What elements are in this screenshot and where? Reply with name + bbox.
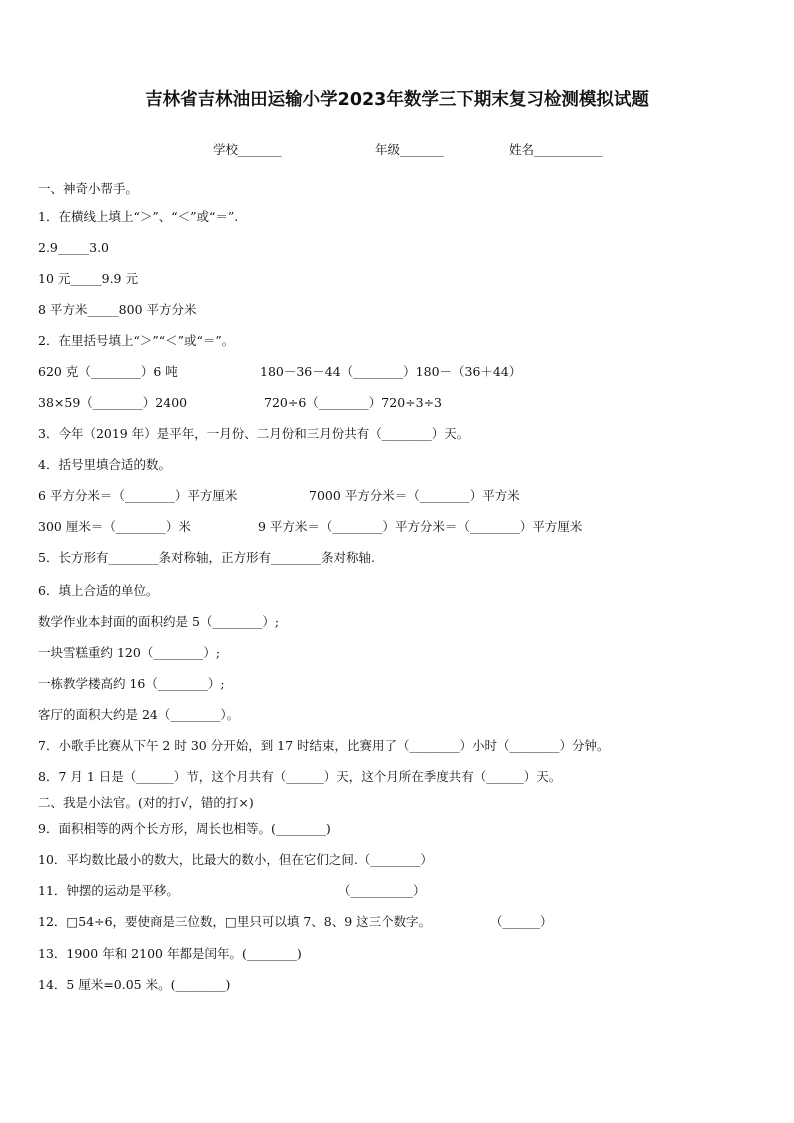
page-title: 吉林省吉林油田运输小学2023年数学三下期末复习检测模拟试题 [145,90,649,110]
question-2-item-b1: 38×59（________）2400 [38,395,188,410]
question-7: 7．小歌手比赛从下午 2 时 30 分开始，到 17 时结束，比赛用了（________）小时（________）分钟。 [38,738,610,753]
question-6-item-d: 客厅的面积大约是 24（________）。 [38,707,240,722]
question-1-item-b: 10 元_____9.9 元 [38,271,138,286]
question-4-item-a1: 6 平方分米＝（________）平方厘米 [38,488,238,503]
question-11-answer: （__________） [338,883,426,898]
question-2-item-a1: 620 克（________）6 吨 [38,364,178,379]
question-14: 14．5 厘米=0.05 米。(________) [38,977,231,992]
question-12-answer: （______） [490,914,553,929]
question-4-item-b1: 300 厘米＝（________）米 [38,519,191,534]
question-11: 11．钟摆的运动是平移。 [38,883,179,898]
grade-field: 年级_______ [375,142,444,157]
question-6-item-b: 一块雪糕重约 120（________）; [38,645,221,660]
question-6-item-a: 数学作业本封面的面积约是 5（________）; [38,614,280,629]
question-2-item-b2: 720÷6（________）720÷3÷3 [264,395,442,410]
question-4: 4．括号里填合适的数。 [38,457,171,472]
question-4-item-b2: 9 平方米＝（________）平方分米＝（________）平方厘米 [258,519,583,534]
school-field: 学校_______ [213,142,282,157]
question-5: 5．长方形有________条对称轴，正方形有________条对称轴. [38,550,375,565]
question-4-item-a2: 7000 平方分米＝（________）平方米 [309,488,520,503]
name-field: 姓名___________ [509,142,603,157]
question-8: 8．7 月 1 日是（______）节，这个月共有（______）天，这个月所在季度共有（______）天。 [38,769,562,784]
question-10: 10．平均数比最小的数大，比最大的数小，但在它们之间.（________） [38,852,433,867]
question-1-item-c: 8 平方米_____800 平方分米 [38,302,197,317]
question-13: 13．1900 年和 2100 年都是闰年。(________) [38,946,302,961]
question-9: 9．面积相等的两个长方形，周长也相等。(________) [38,821,331,836]
question-6: 6．填上合适的单位。 [38,583,159,598]
question-3: 3．今年（2019 年）是平年，一月份、二月份和三月份共有（________）天。 [38,426,470,441]
question-12: 12．□54÷6，要使商是三位数，□里只可以填 7、8、9 这三个数字。 [38,914,432,929]
question-2-item-a2: 180－36－44（________）180－（36＋44） [260,364,522,379]
section-1-heading: 一、神奇小帮手。 [38,181,139,196]
question-1: 1．在横线上填上“＞”、“＜”或“＝”. [38,209,239,224]
question-6-item-c: 一栋教学楼高约 16（________）; [38,676,225,691]
question-2: 2．在里括号填上“＞”“＜”或“＝”。 [38,333,235,348]
question-1-item-a: 2.9_____3.0 [38,240,110,255]
section-2-heading: 二、我是小法官。(对的打√，错的打×) [38,795,254,810]
